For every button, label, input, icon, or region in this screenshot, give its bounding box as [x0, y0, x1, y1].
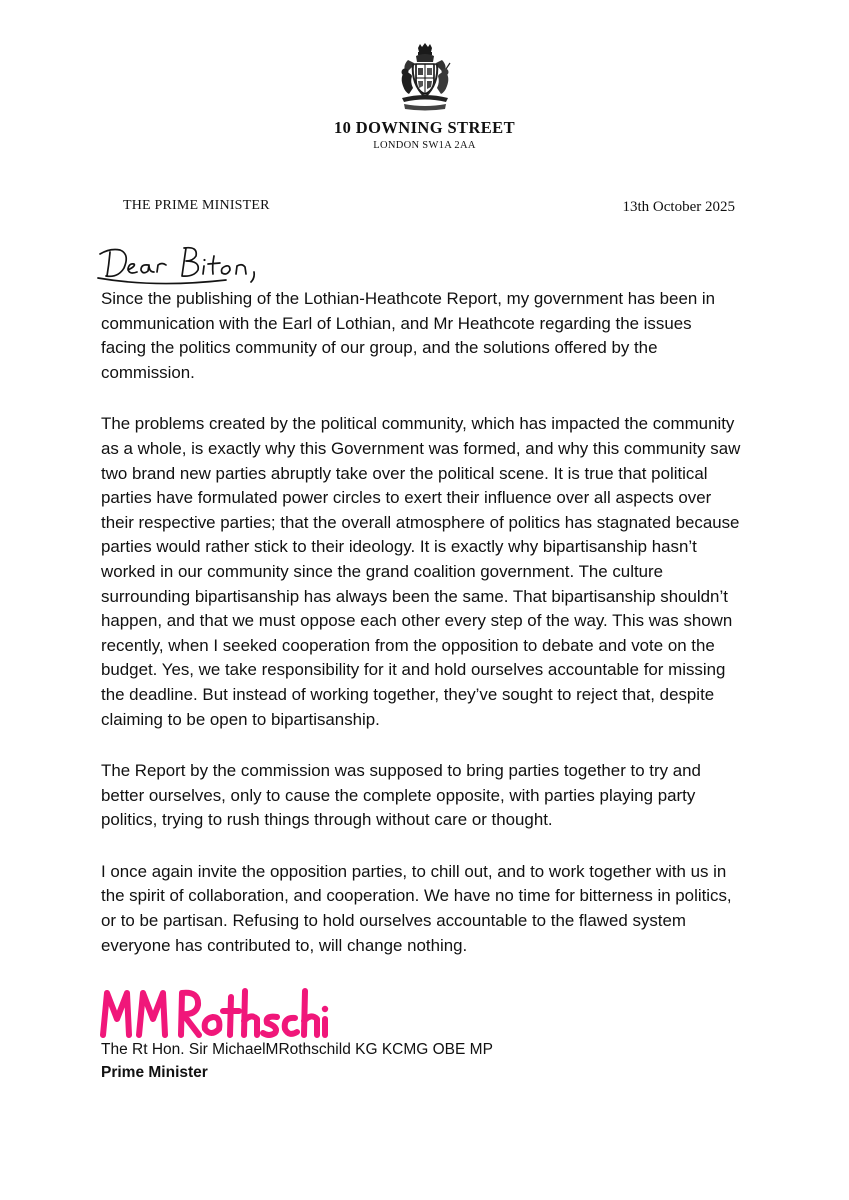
address-subtitle: LONDON SW1A 2AA	[373, 140, 476, 151]
signatory-full-name: The Rt Hon. Sir MichaelMRothschild KG KCMG OBE MP	[101, 1041, 493, 1058]
letter-date: 13th October 2025	[622, 199, 735, 215]
handwritten-salutation	[96, 238, 336, 290]
body-paragraph-1: Since the publishing of the Lothian-Heathcote Report, my government has been in communication with the Earl of Lothian, and Mr Heathcote regarding the issues facing the politics community of our group, and the solutions offered by the commission.	[101, 289, 716, 382]
signatory-title: Prime Minister	[101, 1064, 208, 1081]
signature-image	[99, 985, 339, 1041]
royal-coat-of-arms-icon	[396, 42, 454, 112]
body-paragraph-2: The problems created by the political community, which has impacted the community as a whole, is exactly why this Government was formed, and why this community saw two brand new parties abruptly take over the political scene. It is true that political parties have formulated power circles to exert their influence over all aspects over their respective parties; that the overall atmosphere of politics has stagnated because parties would rather stick to their ideology. It is exactly why bipartisanship hasn’t worked in our community since the grand coalition government. The culture surrounding bipartisanship has always been the same. That bipartisanship shouldn’t happen, and that we must oppose each other every step of the way. This was shown recently, when I seeked cooperation from the opposition to debate and vote on the budget. Yes, we take responsibility for it and hold ourselves accountable for missing the deadline. But instead of working together, they’ve sought to reject that, despite claiming to be open to bipartisanship.	[101, 414, 741, 729]
letter-body	[101, 287, 741, 985]
address-title: 10 DOWNING STREET	[333, 118, 515, 137]
sender-heading: THE PRIME MINISTER	[123, 198, 270, 213]
body-paragraph-3: The Report by the commission was supposed to bring parties together to try and better ourselves, only to cause the complete opposite, with parties playing party politics, trying to rush things through without care or thought.	[101, 761, 701, 830]
body-paragraph-4: I once again invite the opposition parties, to chill out, and to work together with us in the spirit of collaboration, and cooperation. We have no time for bitterness in politics, or to be partisan. Refusing to hold ourselves accountable to the flawed system everyone has contributed to, will change nothing.	[101, 861, 732, 955]
